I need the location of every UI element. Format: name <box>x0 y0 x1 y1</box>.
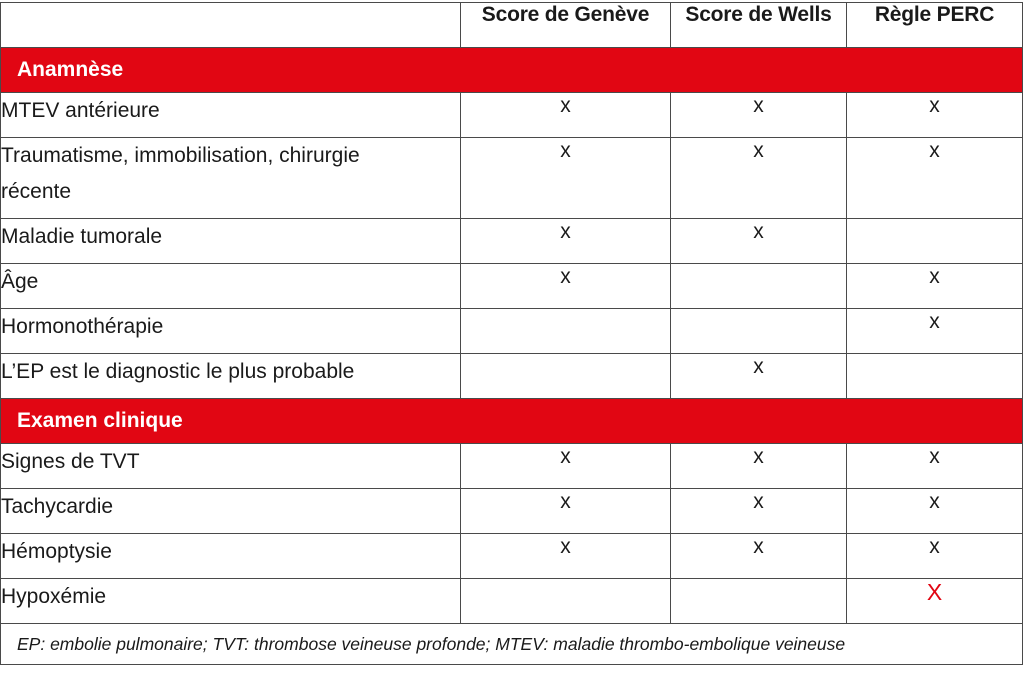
mark-perc <box>847 219 1023 264</box>
comparison-table <box>0 2 1023 665</box>
table-row <box>1 219 1023 264</box>
mark-perc <box>847 354 1023 399</box>
section-title: Anamnèse <box>1 48 1023 93</box>
row-label: Signes de TVT <box>1 444 461 489</box>
table-row <box>1 138 1023 219</box>
mark-wells: x <box>671 489 847 534</box>
mark-geneve <box>461 309 671 354</box>
mark-wells: x <box>671 93 847 138</box>
table-row <box>1 534 1023 579</box>
table-row <box>1 309 1023 354</box>
mark-geneve: x <box>461 489 671 534</box>
table-row <box>1 579 1023 624</box>
header-geneve: Score de Genève <box>461 3 671 48</box>
mark-geneve: x <box>461 444 671 489</box>
mark-perc: x <box>847 444 1023 489</box>
table-row <box>1 93 1023 138</box>
mark-wells <box>671 264 847 309</box>
mark-perc: x <box>847 534 1023 579</box>
row-label: Maladie tumorale <box>1 219 461 264</box>
mark-perc: x <box>847 138 1023 219</box>
table-row <box>1 264 1023 309</box>
row-label: Tachycardie <box>1 489 461 534</box>
row-label: L’EP est le diagnostic le plus probable <box>1 354 461 399</box>
mark-wells: x <box>671 219 847 264</box>
header-wells: Score de Wells <box>671 3 847 48</box>
mark-geneve: x <box>461 93 671 138</box>
header-corner-cell <box>1 3 461 48</box>
mark-geneve: x <box>461 264 671 309</box>
mark-perc-highlight: X <box>847 579 1023 624</box>
footnote: EP: embolie pulmonaire; TVT: thrombose veineuse profonde; MTEV: maladie thrombo-embolique veineuse <box>1 624 1023 665</box>
row-label: Hormonothérapie <box>1 309 461 354</box>
header-perc: Règle PERC <box>847 3 1023 48</box>
section-title: Examen clinique <box>1 399 1023 444</box>
mark-wells: x <box>671 138 847 219</box>
mark-geneve: x <box>461 534 671 579</box>
header-row <box>1 3 1023 48</box>
section-row-examen-clinique <box>1 399 1023 444</box>
mark-perc: x <box>847 489 1023 534</box>
row-label: Hémoptysie <box>1 534 461 579</box>
mark-geneve: x <box>461 219 671 264</box>
mark-geneve <box>461 354 671 399</box>
row-label: Hypoxémie <box>1 579 461 624</box>
table-row <box>1 354 1023 399</box>
mark-wells: x <box>671 354 847 399</box>
footnote-row <box>1 624 1023 665</box>
mark-perc: x <box>847 93 1023 138</box>
mark-perc: x <box>847 309 1023 354</box>
table-row <box>1 489 1023 534</box>
mark-perc: x <box>847 264 1023 309</box>
row-label: MTEV antérieure <box>1 93 461 138</box>
mark-geneve: x <box>461 138 671 219</box>
section-row-anamnese <box>1 48 1023 93</box>
row-label: Traumatisme, immobilisation, chirurgie récente <box>1 138 461 219</box>
mark-wells: x <box>671 534 847 579</box>
mark-geneve <box>461 579 671 624</box>
mark-wells: x <box>671 444 847 489</box>
mark-wells <box>671 309 847 354</box>
row-label: Âge <box>1 264 461 309</box>
mark-wells <box>671 579 847 624</box>
table-row <box>1 444 1023 489</box>
